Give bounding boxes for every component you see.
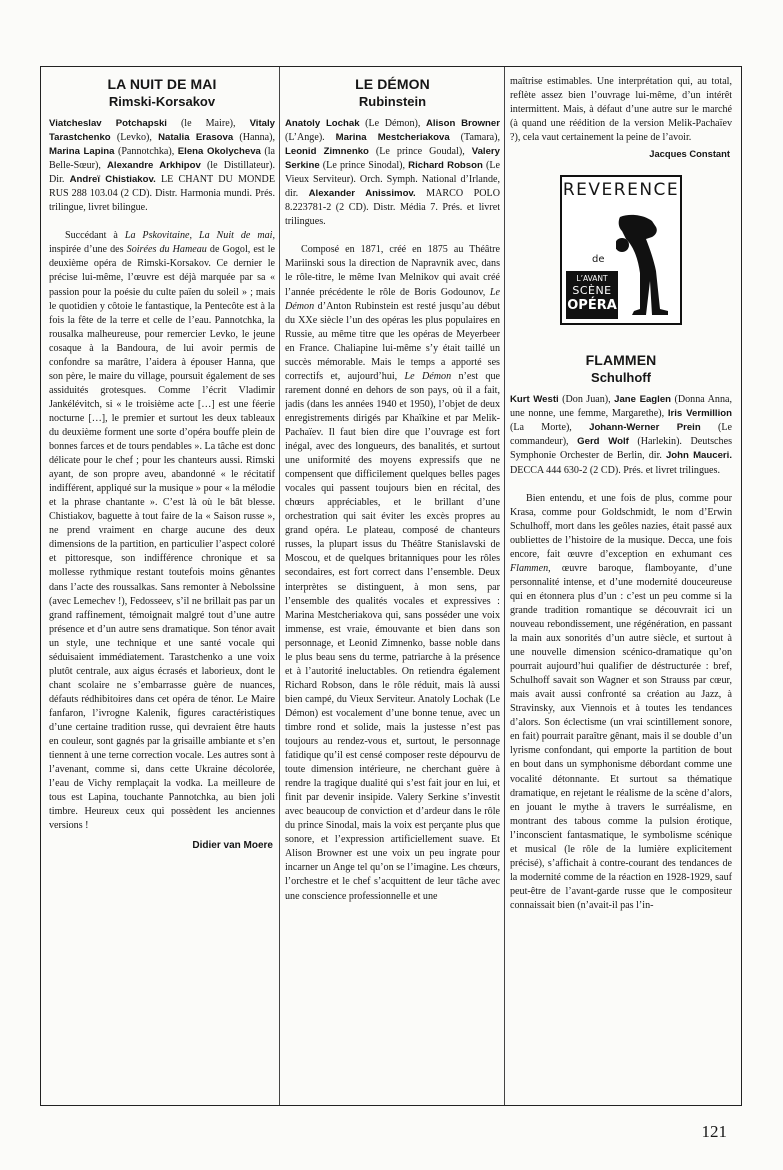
review-signature: Didier van Moere [192, 840, 273, 852]
logo-line: SCÈNE [572, 284, 612, 298]
reverence-logo [560, 175, 682, 325]
logo-de-text: de [592, 254, 605, 266]
logo-avant-scene-opera [566, 271, 618, 319]
review-page-frame [40, 66, 742, 1106]
review-column-nuit-de-mai [49, 75, 275, 1099]
bowing-figure-icon [616, 209, 678, 319]
review-continuation: maîtrise estimables. Une interprétation qui, au total, reflète assez bien l’ouvrage lui-même, d’un intérêt intermittent. Mais, à défaut d’une autre sur le marché (à quand une réédition de la version Melik-Pachaïev ?), cela vaut certainement la peine de l’avoir. [510, 76, 732, 144]
column-divider [504, 67, 505, 1105]
review-credits: Kurt Westi (Don Juan), Jane Eaglen (Donna Anna, une nonne, une femme, Margarethe), Iris Vermillion (La Morte), Johann-Werner Prein (Le commandeur), Gerd Wolf (Harlekin). Deutsches Symphonie Orchester de Berlin, dir. John Mauceri. DECCA 444 630-2 (2 CD). Prés. et livret trilingues. [510, 394, 732, 476]
review-composer: Rimski-Korsakov [108, 94, 216, 109]
review-composer: Schulhoff [591, 370, 651, 386]
review-title: FLAMMEN [585, 352, 657, 369]
review-composer: Rubinstein [358, 94, 427, 109]
column-divider [279, 67, 280, 1105]
review-title: LA NUIT DE MAI [107, 76, 217, 92]
logo-reverence-text: REVERENCE [562, 180, 680, 201]
review-title: LE DÉMON [355, 76, 430, 92]
review-column-le-demon [285, 75, 500, 1099]
logo-line: OPÉRA [567, 298, 617, 314]
review-credits: Anatoly Lochak (Le Démon), Alison Browner (L’Ange). Marina Mestcheriakova (Tamara), Leonid Zimnenko (Le prince Goudal), Valery Serkine (Le prince Sinodal), Richard Robson (Le Vieux Serviteur). Orch. Symph. National d’Irlande, dir. Alexander Anissimov. MARCO POLO 8.223781-2 (2 CD). Distr. Média 7. Prés. et livret trilingues. [285, 118, 500, 228]
page-number: 121 [701, 1122, 727, 1141]
review-credits: Viatcheslav Potchapski (le Maire), Vitaly Tarastchenko (Levko), Natalia Erasova (Hanna), Marina Lapina (Pannotchka), Elena Okolycheva (la Belle-Sœur), Alexandre Arkhipov (le Distillateur). Dir. Andreï Chistiakov. LE CHANT DU MONDE RUS 288 103.04 (2 CD). Distr. Harmonia mundi. Prés. trilingue, livret bilingue. [49, 118, 275, 214]
review-body: Succédant à La Pskovitaine, La Nuit de mai, inspirée d’une des Soirées du Hameau de Gogol, est le deuxième opéra de Rimski-Korsakov. Ce dernier le précise lui-même, l’œuvre est déjà marquée par sa « passion pour la poésie du culte païen du soleil » ; mais le quotidien y côtoie le fantastique, la Pentecôte est à la fois la fête de la terre et celle de l’eau. Pannotchka, la rousalka malheureuse, pour remercier Levko, le jeune cosaque à la Bandoura, de lui avoir permis de confondre sa marâtre, l’aidera à épouser Hanna, que son père, le maire du village, poursuit également de ses assiduités grotesques. Comme l’écrit Vladimir Jankélévitch, si « le troisième acte […] est une féerie nocturne […], le premier et surtout les deux tableaux du deuxième forment une sorte d’opéra bouffe plein de bonnes farces et de tours pendables ». La tâche est donc délicate pour le chef ; pour les chanteurs aussi. Rimski ayant, de son propre aveu, abandonné « le récitatif indifférent, appliqué sur la musique » pour « la mélodie et la phrase chantante ». C’est là où le bât blesse. Chistiakov, baguette à tout faire de la « Saison russe », ne prend vraiment en charge aucune des deux dimensions de la partition, en particulier l’aspect coloré et pittoresque, son indifférence chronique et sa mollesse rythmique restant toutefois moins gênantes dans l’acte des roussalkas. Sans remonter à Nebolssine (avec Lemechev !), Fedosseev, s’il ne brillait pas par un grand raffinement, témoignait malgré tout d’une autre présence et d’un autre sens dramatique. Son ténor avait un style, une technique et une santé vocale qui séduisaient immédiatement. Tarastchenko a une voix plutôt centrale, aux aigus écrasés et laborieux, dont le chant scolaire ne s’embarrasse guère de nuances, défauts rédhibitoires dans cet opéra de ténor. Le Maire fanfaron, l’ivrogne Kalenik, figures caractéristiques d’une certaine tradition russe, qui devraient être hauts en couleur, sont gagnés par la grisaille ambiante et s’en tiennent à une terne correction vocale. Les autres sont à l’avenant, comme si, dans cette Ukraine décolorée, l’eau de Vichy remplaçait la vodka. La meilleure de tous est Lapina, touchante Pannotchka, au bien joli timbre. Heureux ceux qui possèdent les anciennes versions ! [49, 230, 275, 832]
review-body: Composé en 1871, créé en 1875 au Théâtre Mariinski sous la direction de Napravnik avec, dans le rôle-titre, le même Ivan Melnikov qui avait créé l’année précédente le rôle de Boris Godounov, Le Démon d’Anton Rubinstein est resté jusqu’au début du XXe siècle l’un des opéras les plus populaires en Russie, au même titre que les opéras de Meyerbeer en France. Chaliapine lui-même s’y était taillé un succès mémorable. Mais le temps a apporté ses correctifs et, aujourd’hui, Le Démon n’est que rarement donné en dehors de son pays, où il a fait, jadis (dans les années 1940 et 1950), l’objet de deux enregistrements dirigés par Khaïkine et par Melik-Pachaïev. Il faut bien dire que l’ouvrage est fort inégal, avec des longueurs, des banalités, et surtout une uniformité des moyens expressifs que ne compensent que difficilement quelques belles pages vocales qui passent toujours bien en récital, des chœurs appréciables, et le brillant d’une orchestration qui sait éviter les excès propres au grand opéra. Le plateau, composé de chanteurs russes, la plupart issus du Théâtre Stanislavski de Moscou, et de quelques britanniques pour les rôles secondaires, est fort correct dans l’ensemble. Deux interprètes se distinguent, à mon sens, par l’ensemble des qualités vocales et expressives : Marina Mestcheriakova qui, sans posséder une voix immense, est vraie, émouvante et bien dans son personnage, et Leonid Zimnenko, basse noble dans le plus beau sens du terme, patriarche à la présence et à l’autorité ineluctables. On retiendra également Richard Robson, dans le rôle réduit, mais là aussi bien campé, du Vieux Serviteur. Anatoly Lochak (Le Démon) est vocalement d’une bonne tenue, avec un timbre rond et solide, mais la justesse n’est pas toujours au rendez-vous et, surtout, le personnage fatidique qu’il est censé composer reste dépourvu de toute dimension intérieure, ne cherchant guère à rendre la tragique dualité qui s’est fait jour en lui, et finit par devenir insipide. Valery Serkine s’investit avec beaucoup de conviction et d’ardeur dans le rôle du prince Sinodal, mais la voix est perçante plus que sonore, et l’expression artificiellement suave. Et Alison Browner est une voix un peu ingrate pour incarner un Ange tel qu’on se l’imagine. Les chœurs, l’orchestre et le chef s’acquittent de leur tâche avec une conscience professionnelle et une [285, 244, 500, 902]
logo-line: L’AVANT [576, 274, 608, 284]
review-column-flammen [510, 75, 732, 1099]
review-signature: Jacques Constant [649, 148, 730, 160]
review-body: Bien entendu, et une fois de plus, comme pour Krasa, comme pour Goldschmidt, le nom d’Erwin Schulhoff, mort dans les geôles nazies, était passé aux oubliettes de l’histoire de la musique. Decca, une fois encore, fait œuvre d’exception en exhumant ces Flammen, œuvre baroque, flamboyante, d’une personnalité intense, et d’une modernité douceureuse qui en étonnera plus d’un : c’est un peu comme si la grande tradition romantique se découvrait ici un nouveau rebondissement, une régénération, en passant la main aux sonorités d’un autre siècle, et surtout à une nouvelle dimension scénico-dramatique qu’on pourrait aujourd’hui qualifier de déstructurée : bref, Schulhoff savait son Wagner et son Strauss par cœur, mais avait aussi confronté sa création au Jazz, à Stravinsky, aux Viennois et à toutes les tendances d’alors. Son éclectisme (un vrai scintillement sonore, en fait) pourrait paraître gênant, mais il se double d’un lyrisme confondant, qui emporte la partition de bout en bout dans un symphonisme débordant comme une vocalité détonnante. Et surtout sa thématique dramatique, en rejetant le réalisme de la scène d’alors, en jouant le mythe à travers le surréalisme, en montrant des tabous comme la pulsion érotique, l’inconscient fantasmatique, le symbolisme scénique et musical (le rôle de la lumière explicitement précisé), s’affichait à contre-courant des tendances de la modernité comme de la réaction en 1928-1929, sauf peut-être de l’avant-garde russe que le compositeur connaissait bien (n’avait-il pas l’in- [510, 492, 732, 911]
